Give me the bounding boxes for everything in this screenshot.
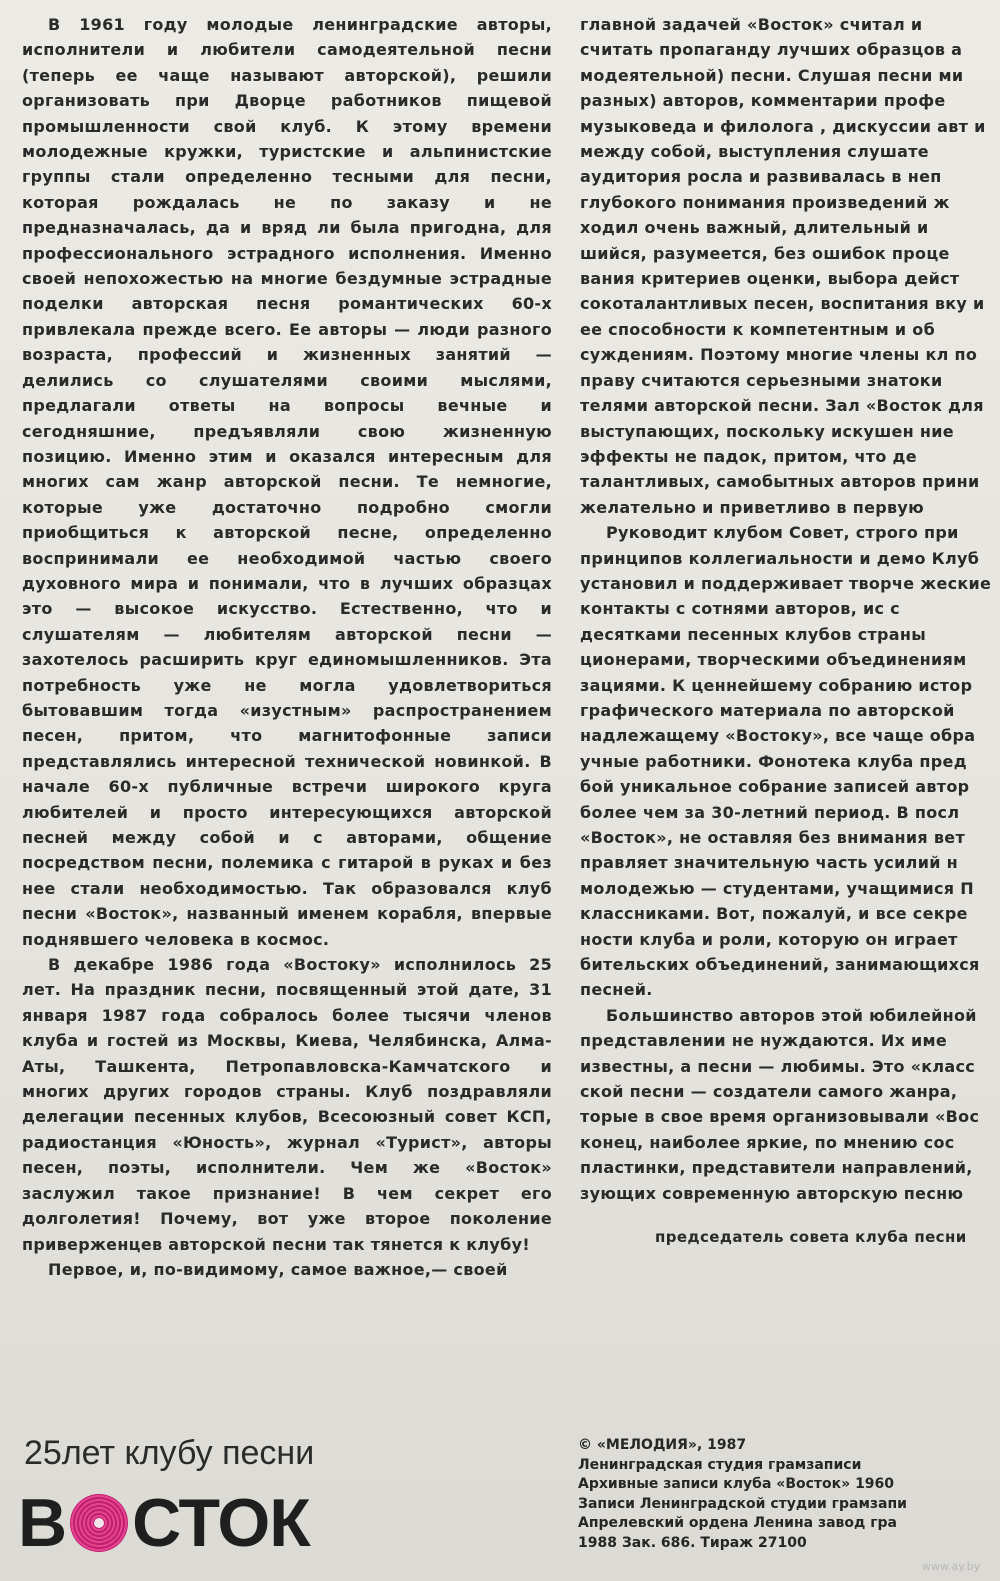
imprint-line-factory: Апрелевский ордена Ленина завод гра bbox=[578, 1515, 897, 1531]
logo-years-number: 25 bbox=[24, 1434, 62, 1472]
imprint-line-order: 1988 Зак. 686. Тираж 27100 bbox=[578, 1534, 807, 1551]
paragraph-anniversary: В декабре 1986 года «Востоку» исполнилось 25 лет. На праздник песни, посвященный этой дате, 31 января 1987 года собралось более тысячи членов клуба и гостей из Москвы, Киева, Челябинска, Алма-Аты, Ташкента, Петропавловска-Камчатского и многих других городов страны. Клуб поздравляли делегации песенных клубов, Всесоюзный совет КСП, радиостанция «Юность», журнал «Турист», авторы песен, поэты, исполнители. Чем же «Восток» заслужил такое признание! В чем секрет его долголетия! Почему, вот уже второе поколение приверженцев авторской песни так тянется к клубу! bbox=[22, 955, 552, 1254]
paragraph-council: Руководит клубом Совет, строго при принципов коллегиальности и демо Клуб установил и поддерживает творче жеские контакты с сотнями авторов, ис с десятками песенных клубов страны ционерами, творческими объединениям зациями. К ценнейшему собранию истор графического материала по авторской надлежащему «Востоку», все чаще обра учные работники. Фонотека клуба пред бой уникальное собрание записей автор более чем за 30-летний период. В посл «Восток», не оставляя без внимания вет правляет значительную часть усилий н молодежью — студентами, учащимися П классниками. Вот, пожалуй, и все секре ности клуба и роли, которую он играет бительских объединений, занимающихся песней. bbox=[580, 523, 992, 1000]
text-column-left bbox=[22, 12, 552, 1282]
signature-line: председатель совета клуба песни bbox=[655, 1228, 967, 1246]
record-disc-icon bbox=[70, 1494, 128, 1552]
publisher-imprint bbox=[578, 1436, 1000, 1553]
site-watermark: www.ay.by bbox=[922, 1560, 981, 1573]
paragraph-first-reason: Первое, и, по-видимому, самое важное,— своей bbox=[48, 1259, 508, 1279]
imprint-line-studio: Ленинградская студия грамзаписи bbox=[578, 1456, 862, 1473]
paragraph-main-task: главной задачей «Восток» считал и считать пропаганду лучших образцов а модеятельной) песни. Слушая песни ми разных) авторов, комментарии профе музыковеда и филолога , дискуссии авт и между собой, выступления слушате аудитория росла и развивалась в неп глубокого понимания произведений ж ходил очень важный, длительный и шийся, разумеется, без ошибок проце вания критериев оценки, выбора дейст сокоталантливых песен, воспитания вку и ее способности к компетентным и об суждениям. Поэтому многие члены кл по праву считаются серьезными знатоки телями авторской песни. Зал «Восток для выступающих, поскольку искушен ние эффекты не падок, притом, что де талантливых, самобытных авторов прини желательно и приветливо в первую bbox=[580, 15, 986, 517]
text-column-right bbox=[580, 12, 1000, 1206]
paragraph-authors: Большинство авторов этой юбилейной представлении не нуждаются. Их име известны, а песни — любимы. Это «класс ской песни — создатели самого жанра, торые в свое время организовывали «Вос конец, наиболее яркие, по мнению сос пластинки, представители направлений, зующих современную авторскую песню bbox=[580, 1005, 980, 1203]
logo-letter-first: В bbox=[18, 1485, 67, 1561]
imprint-line-archive: Архивные записи клуба «Восток» 1960 bbox=[578, 1476, 895, 1492]
imprint-line-copyright: © «МЕЛОДИЯ», 1987 bbox=[578, 1437, 747, 1453]
logo-anniversary-line bbox=[24, 1434, 314, 1473]
vostok-logo bbox=[18, 1484, 310, 1562]
imprint-line-recordings: Записи Ленинградской студии грамзапи bbox=[578, 1495, 907, 1512]
paragraph-history: В 1961 году молодые ленинградские авторы, исполнители и любители самодеятельной песни (теперь ее чаще называют авторской), решили организовать при Дворце работников пищевой промышленности свой клуб. К этому времени молодежные кружки, туристские и альпинистские группы стали определенно тесными для песни, которая рождалась не по заказу и не предназначалась, да и вряд ли была пригодна, для профессионального эстрадного исполнения. Именно своей непохожестью на многие бездумные эстрадные поделки авторская песня романтических 60-х привлекала прежде всего. Ее авторы — люди разного возраста, профессий и жизненных занятий — делились со слушателями своими мыслями, предлагали ответы на вопросы вечные и сегодняшние, предъявляли свою жизненную позицию. Именно этим и оказался интересным для многих сам жанр авторской песни. Те немногие, которые уже достаточно подробно смогли приобщиться к авторской песне, определенно воспринимали ее необходимой частью своего духовного мира и понимали, что в лучших образцах это — высокое искусство. Естественно, что и слушателям — любителям авторской песни — захотелось расширить круг единомышленников. Эта потребность уже не могла удовлетвориться бытовавшим тогда «изустным» распространением песен, притом, что магнитофонные записи представлялись интересной технической новинкой. В начале 60-х публичные встречи широкого круга любителей и просто интересующихся авторской песней между собой и с авторами, общение посредством песни, полемика с гитарой в руках и без нее стали необходимостью. Так образовался клуб песни «Восток», названный именем корабля, впервые поднявшего человека в космос. bbox=[22, 15, 552, 949]
logo-letters-rest: СТОК bbox=[132, 1485, 310, 1561]
logo-years-text: лет клубу песни bbox=[61, 1434, 315, 1472]
